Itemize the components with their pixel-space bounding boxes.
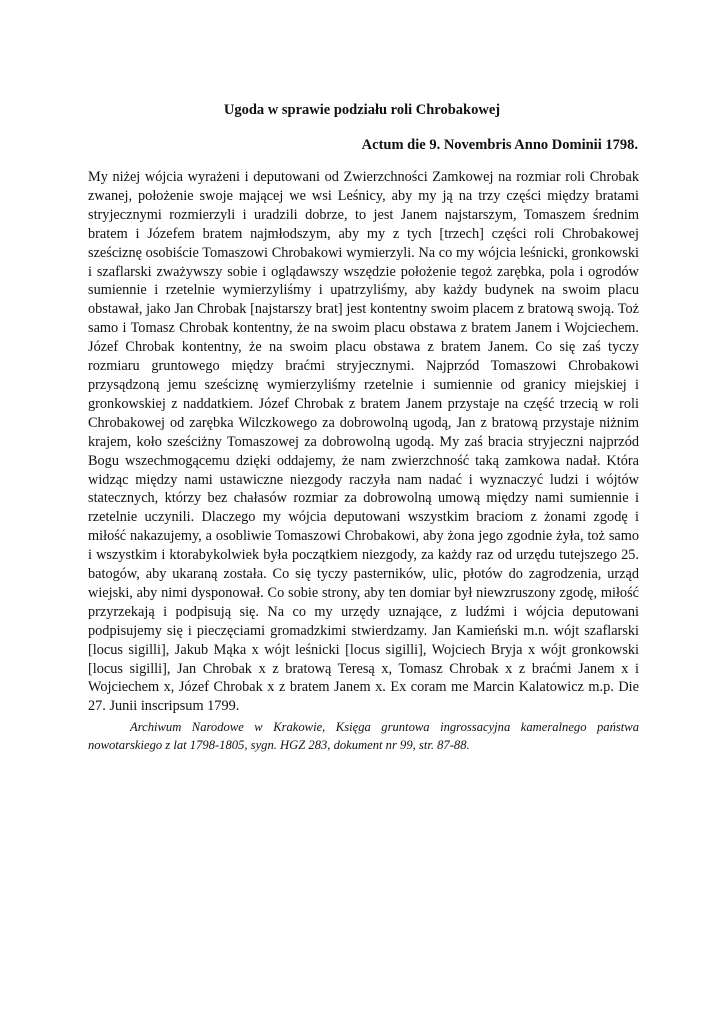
document-body: My niżej wójcia wyrażeni i deputowani od Zwierzchności Zamkowej na rozmiar roli Chrobak zwanej, położenie swoje mającej we wsi Leśnicy, aby my ją na trzy części między bratami stryjecznymi rozmierzyli i uradzili dobrze, to jest Janem najstarszym, Tomaszem średnim bratem i Józefem bratem najmłodszym, aby my z tych [trzech] części roli Chrobakowej sześciznę osobiście Tomaszowi Chrobakowi wymierzyli. Na co my wójcia leśnicki, gronkowski i szaflarski zważywszy sobie i oglądawszy wszędzie położenie tegoż zarębka, pola i ogrodów sumiennie i rzetelnie wymierzyliśmy i upatrzyliśmy, aby każdy budynek na swoim placu obstawał, jako Jan Chrobak [najstarszy brat] jest kontentny swoim placem z bratową swoją. Toż samo i Tomasz Chrobak kontentny, że na swoim placu obstawa z bratem Janem i Wojciechem. Józef Chrobak kontentny, że na swoim placu obstawa z bratem Janem. Co się zaś tyczy rozmiaru gruntowego między braćmi stryjecznymi. Najprzód Tomaszowi Chrobakowi przysądzoną jemu sześciznę wymierzyliśmy rzetelnie i sumiennie od granicy miejskiej i gronkowskiej z naddatkiem. Józef Chrobak z bratem Janem przystaje na część trzecią w roli Chrobakowej od zarębka Wilczkowego za dobrowolną ugodą, Jan z bratową przystaje niżnim krajem, koło sześciżny Tomaszowej za dobrowolną ugodą. My zaś bracia stryjeczni najprzód Bogu wszechmogącemu dzięki oddajemy, że nam zwierzchność taką zamkowa nadał. Która widząc między nami ustawiczne niezgody raczyła nam nadać i wyznaczyć ludzi i wójtów statecznych, którzy bez chałasów rozmiar za dobrowolną umową między nami sumiennie i rzetelnie uczynili. Dlaczego my wójcia deputowani wszystkim braciom z żonami zgodę i miłość nakazujemy, a osobliwie Tomaszowi Chrobakowi, aby żona jego zgodnie żyła, toż samo i wszystkim i ktorabykolwiek była początkiem niezgody, za każdy raz od urzędu tutejszego 25. batogów, aby ukaraną została. Co się tyczy pasterników, ulic, płotów do zagrodzenia, urząd wiejski, aby nimi dysponował. Co sobie strony, aby ten domiar był niewzruszony zgodę, miłość przyrzekają i podpisują się. Na co my urzędy uznające, z ludźmi i wójcia deputowani podpisujemy się i pieczęciami gromadzkimi stwierdzamy. Jan Kamieński m.n. wójt szaflarski [locus sigilli], Jakub Mąka x wójt leśnicki [locus sigilli], Wojciech Bryja x wójt gronkowski [locus sigilli], Jan Chrobak x z bratową Teresą x, Tomasz Chrobak x z braćmi Janem x i Wojciechem x, Józef Chrobak x z bratem Janem x. Ex coram me Marcin Kalatowicz m.p. Die 27. Junii inscripsum 1799. bbox=[88, 169, 639, 715]
document-date-line: Actum die 9. Novembris Anno Dominii 1798. bbox=[361, 137, 638, 153]
document-title: Ugoda w sprawie podziału roli Chrobakowej bbox=[223, 102, 501, 118]
source-citation: Archiwum Narodowe w Krakowie, Księga gruntowa ingrossacyjna kameralnego państwa nowotarskiego z lat 1798-1805, sygn. HGZ 283, dokument nr 99, str. 87-88. bbox=[88, 720, 639, 752]
